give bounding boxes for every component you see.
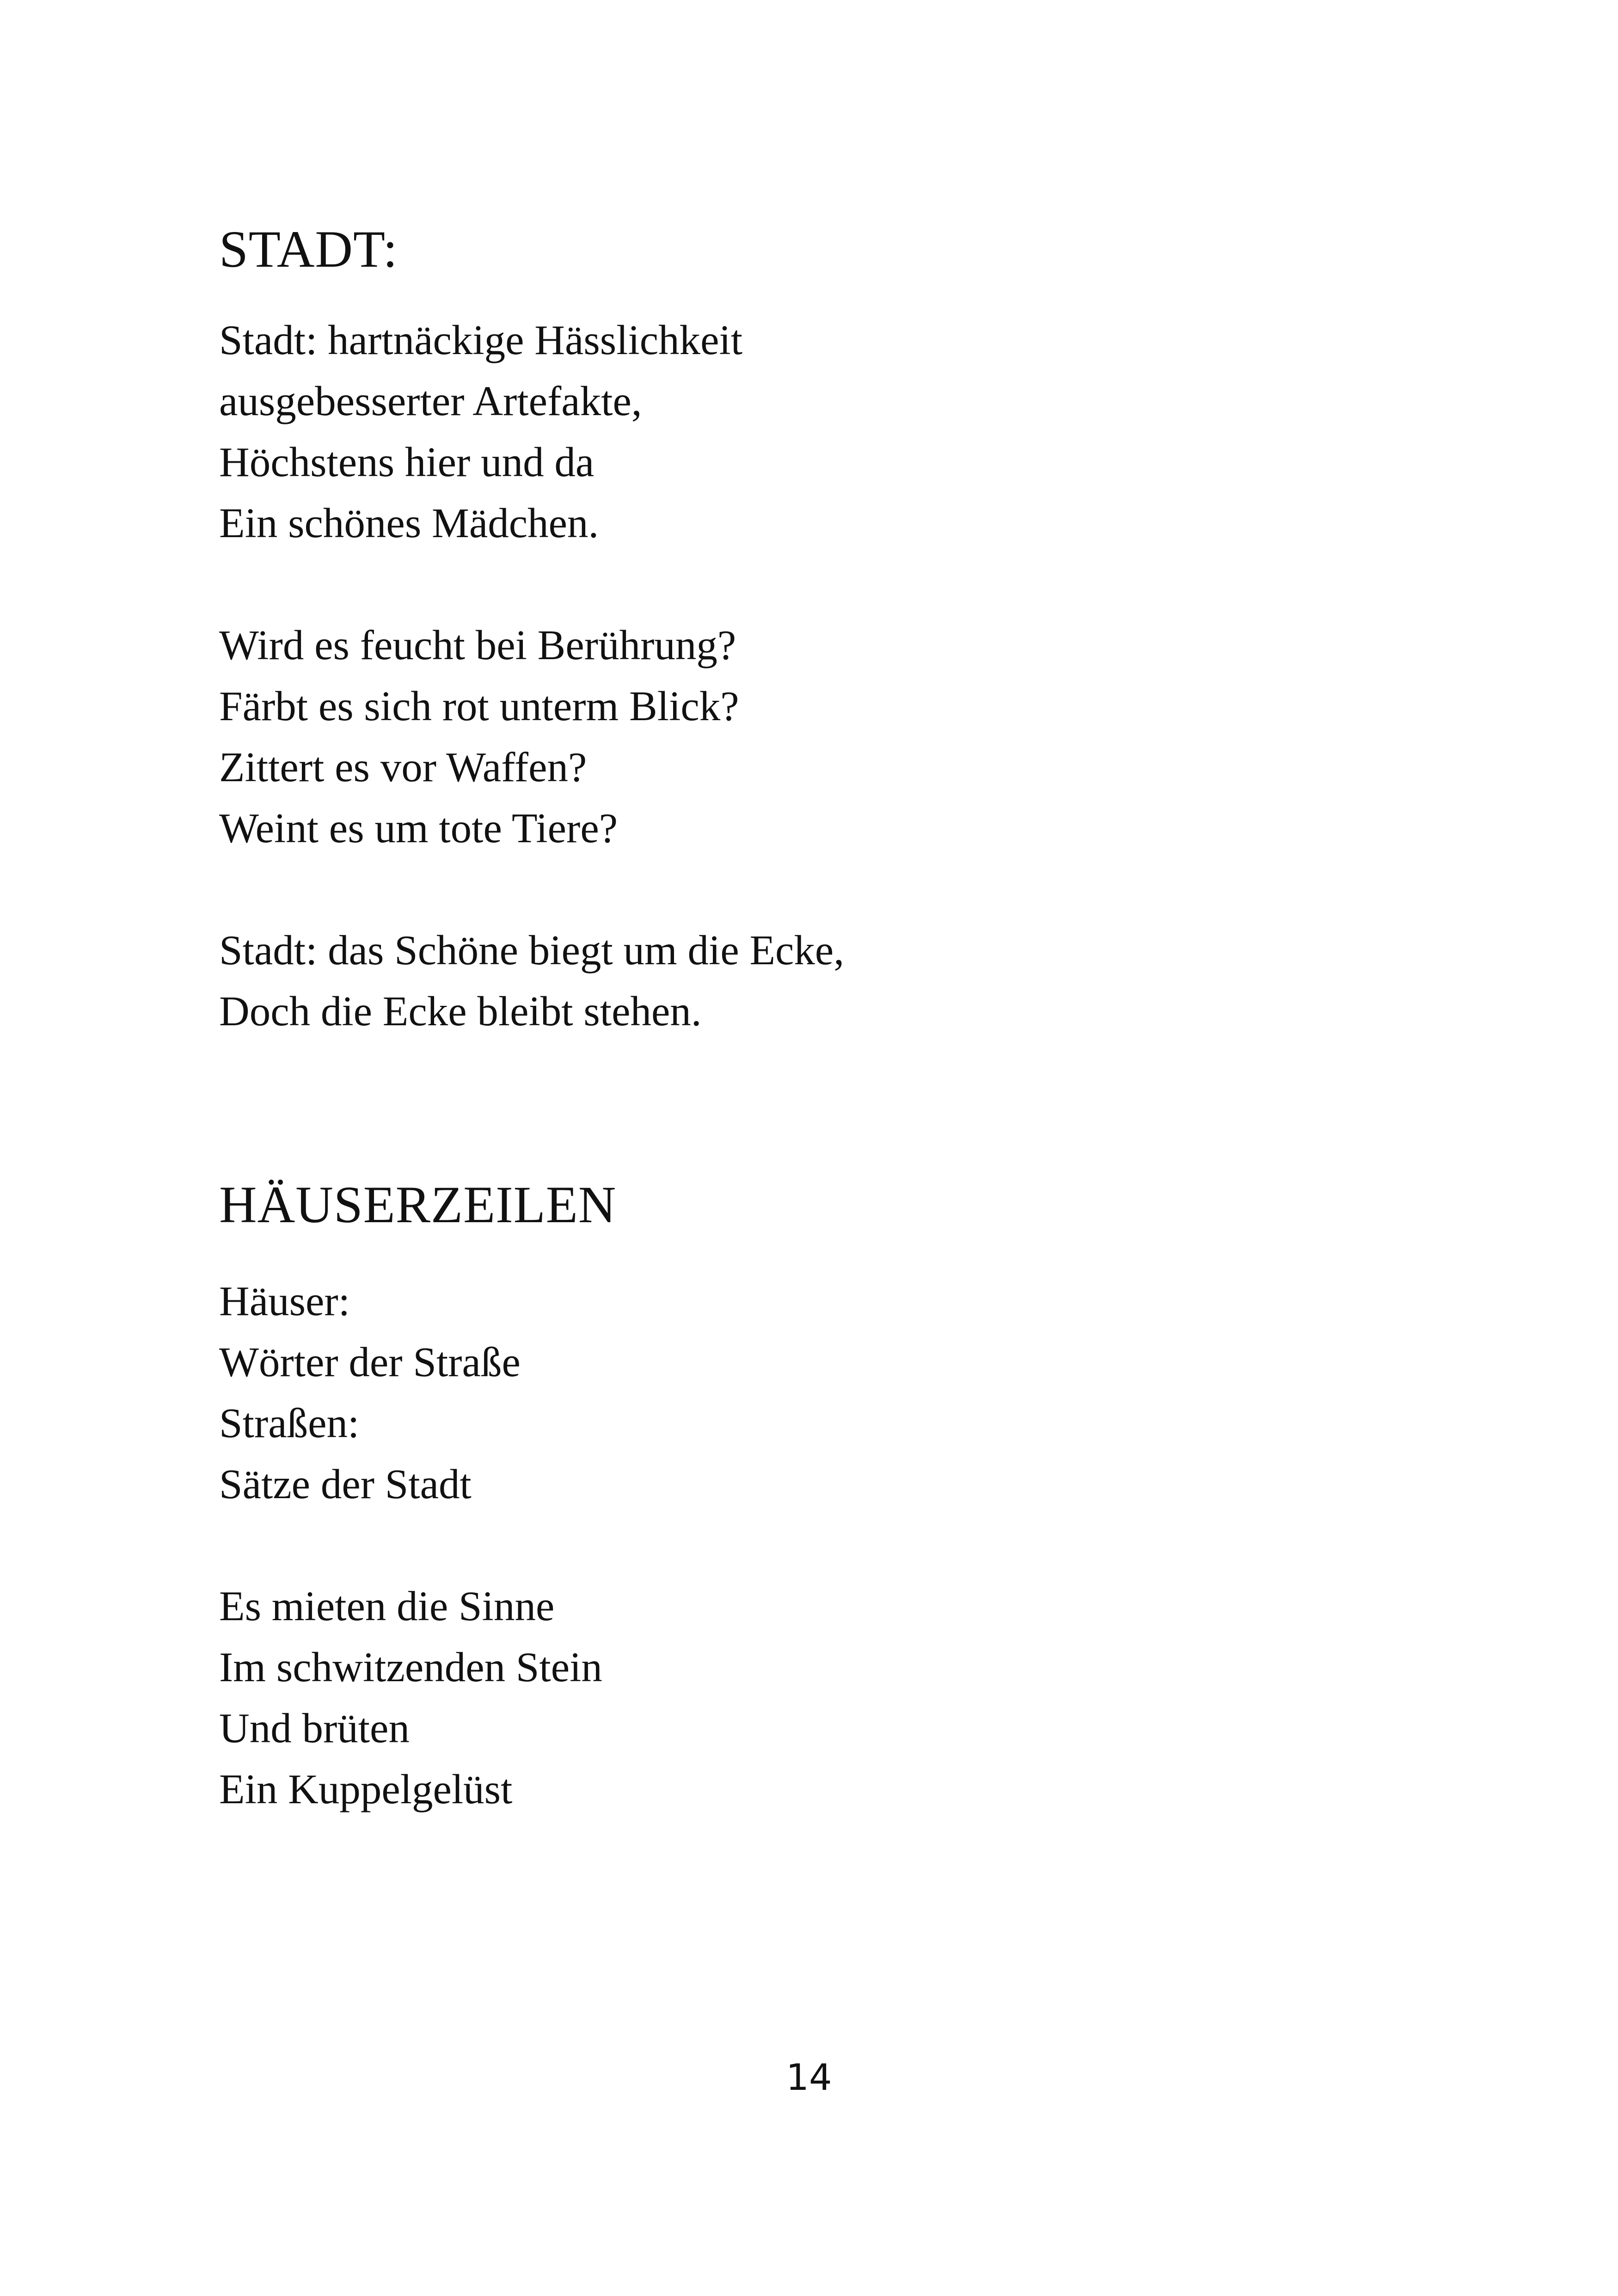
stanza xyxy=(219,1576,1467,1820)
poem-line: ausgebesserter Artefakte, xyxy=(219,378,642,425)
poem-line: Und brüten xyxy=(219,1705,410,1752)
poem-line: Doch die Ecke bleibt stehen. xyxy=(219,988,702,1035)
poem-line: Stadt: das Schöne biegt um die Ecke, xyxy=(219,927,845,974)
poem-line: Höchstens hier und da xyxy=(219,439,594,486)
poem-line: Straßen: xyxy=(219,1400,360,1447)
poem-line: Ein Kuppelgelüst xyxy=(219,1766,513,1813)
poem-stadt xyxy=(219,221,1467,1042)
poem-title: STADT: xyxy=(219,220,398,278)
poem-line: Ein schönes Mädchen. xyxy=(219,500,599,547)
poem-line: Wird es feucht bei Berührung? xyxy=(219,622,736,669)
stanza xyxy=(219,920,1467,1042)
poem-line: Weint es um tote Tiere? xyxy=(219,805,618,852)
poem-title: HÄUSERZEILEN xyxy=(219,1176,617,1234)
poem-line: Stadt: hartnäckige Hässlichkeit xyxy=(219,317,743,364)
stanza xyxy=(219,1271,1467,1515)
poem-line: Häuser: xyxy=(219,1278,350,1325)
poem-line: Es mieten die Sinne xyxy=(219,1583,555,1630)
stanza xyxy=(219,615,1467,859)
page-number: 14 xyxy=(786,2057,832,2099)
poem-haeuserzeilen xyxy=(219,1176,1467,1820)
poem-line: Im schwitzenden Stein xyxy=(219,1644,602,1691)
poem-line: Sätze der Stadt xyxy=(219,1461,472,1508)
poem-line: Färbt es sich rot unterm Blick? xyxy=(219,683,739,730)
stanza xyxy=(219,310,1467,554)
poem-line: Wörter der Straße xyxy=(219,1339,521,1386)
poem-line: Zittert es vor Waffen? xyxy=(219,744,587,791)
